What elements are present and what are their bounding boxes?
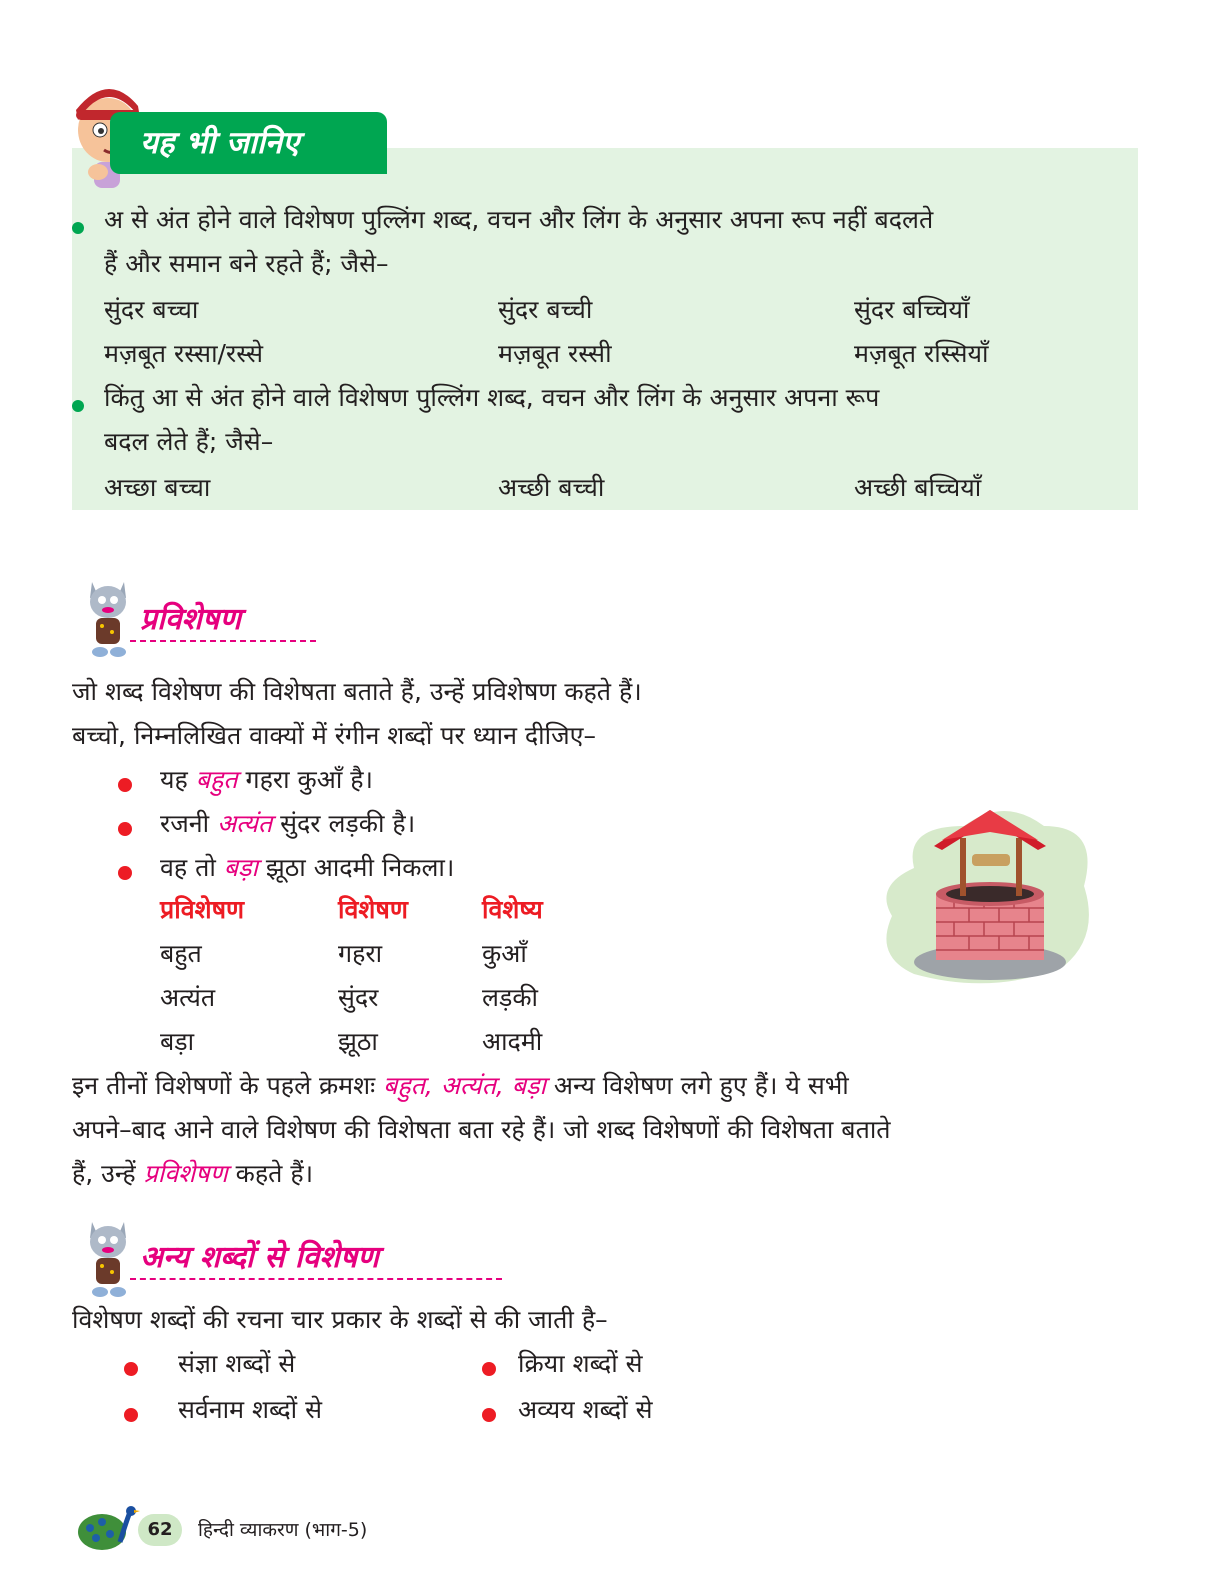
example-sentence: यह बहुत गहरा कुआँ है। bbox=[160, 765, 373, 794]
heading-underline bbox=[130, 640, 316, 642]
example-word: सुंदर बच्चा bbox=[104, 295, 199, 324]
table-header: विशेष्य bbox=[482, 895, 543, 924]
know-box-text: बदल लेते हैं; जैसे– bbox=[104, 427, 274, 456]
table-header: विशेषण bbox=[338, 895, 408, 924]
table-cell: सुंदर bbox=[338, 983, 379, 1012]
bullet-icon bbox=[118, 822, 132, 836]
know-box-text: किंतु आ से अंत होने वाले विशेषण पुल्लिंग शब्द, वचन और लिंग के अनुसार अपना रूप bbox=[104, 383, 880, 412]
bullet-icon bbox=[482, 1408, 496, 1422]
explanation-text: अपने–बाद आने वाले विशेषण की विशेषता बता रहे हैं। जो शब्द विशेषणों की विशेषता बताते bbox=[72, 1115, 891, 1144]
example-word: अच्छा बच्चा bbox=[104, 473, 211, 502]
example-word: मज़बूत रस्सा/रस्से bbox=[104, 339, 264, 368]
example-word: अच्छी बच्चियाँ bbox=[854, 473, 982, 502]
table-cell: कुआँ bbox=[482, 939, 527, 968]
definition-text: जो शब्द विशेषण की विशेषता बताते हैं, उन्हें प्रविशेषण कहते हैं। bbox=[72, 677, 642, 706]
example-sentence: वह तो बड़ा झूठा आदमी निकला। bbox=[160, 853, 455, 882]
explanation-text: हैं, उन्हें प्रविशेषण कहते हैं। bbox=[72, 1159, 314, 1188]
bullet-icon bbox=[118, 866, 132, 880]
book-title: हिन्दी व्याकरण (भाग-5) bbox=[198, 1519, 368, 1541]
table-cell: लड़की bbox=[482, 983, 539, 1012]
example-sentence: रजनी अत्यंत सुंदर लड़की है। bbox=[160, 809, 416, 838]
example-word: सुंदर बच्ची bbox=[498, 295, 593, 324]
know-box-text: हैं और समान बने रहते हैं; जैसे– bbox=[104, 249, 389, 278]
section-heading: अन्य शब्दों से विशेषण bbox=[140, 1240, 379, 1275]
well-illustration bbox=[874, 796, 1100, 990]
list-item: अव्यय शब्दों से bbox=[518, 1395, 653, 1424]
bullet-icon bbox=[124, 1362, 138, 1376]
table-header: प्रविशेषण bbox=[160, 895, 245, 924]
list-item: क्रिया शब्दों से bbox=[518, 1349, 643, 1378]
example-word: मज़बूत रस्सी bbox=[498, 339, 612, 368]
heading-underline bbox=[130, 1278, 502, 1280]
cat-mascot-icon bbox=[80, 1214, 136, 1300]
bullet-icon bbox=[72, 222, 84, 234]
bullet-icon bbox=[482, 1362, 496, 1376]
example-word: मज़बूत रस्सियाँ bbox=[854, 339, 989, 368]
example-word: सुंदर बच्चियाँ bbox=[854, 295, 970, 324]
section-heading: प्रविशेषण bbox=[140, 602, 241, 637]
list-item: संज्ञा शब्दों से bbox=[178, 1349, 296, 1378]
bullet-icon bbox=[118, 778, 132, 792]
page-number: 62 bbox=[138, 1514, 182, 1546]
table-cell: झूठा bbox=[338, 1027, 378, 1056]
bullet-icon bbox=[72, 400, 84, 412]
list-item: सर्वनाम शब्दों से bbox=[178, 1395, 322, 1424]
bullet-icon bbox=[124, 1408, 138, 1422]
table-cell: गहरा bbox=[338, 939, 383, 968]
know-box-text: अ से अंत होने वाले विशेषण पुल्लिंग शब्द, वचन और लिंग के अनुसार अपना रूप नहीं बदलते bbox=[104, 205, 934, 234]
instruction-text: बच्चो, निम्नलिखित वाक्यों में रंगीन शब्दों पर ध्यान दीजिए– bbox=[72, 721, 596, 750]
example-word: अच्छी बच्ची bbox=[498, 473, 605, 502]
table-cell: आदमी bbox=[482, 1027, 543, 1056]
intro-text: विशेषण शब्दों की रचना चार प्रकार के शब्दों से की जाती है– bbox=[72, 1305, 608, 1334]
table-cell: बहुत bbox=[160, 939, 202, 968]
explanation-text: इन तीनों विशेषणों के पहले क्रमशः बहुत, अत्यंत, बड़ा अन्य विशेषण लगे हुए हैं। ये सभी bbox=[72, 1071, 849, 1100]
table-cell: अत्यंत bbox=[160, 983, 216, 1012]
peacock-icon bbox=[76, 1502, 142, 1554]
table-cell: बड़ा bbox=[160, 1027, 195, 1056]
cat-mascot-icon bbox=[80, 574, 136, 660]
know-box-title: यह भी जानिए bbox=[110, 112, 387, 174]
